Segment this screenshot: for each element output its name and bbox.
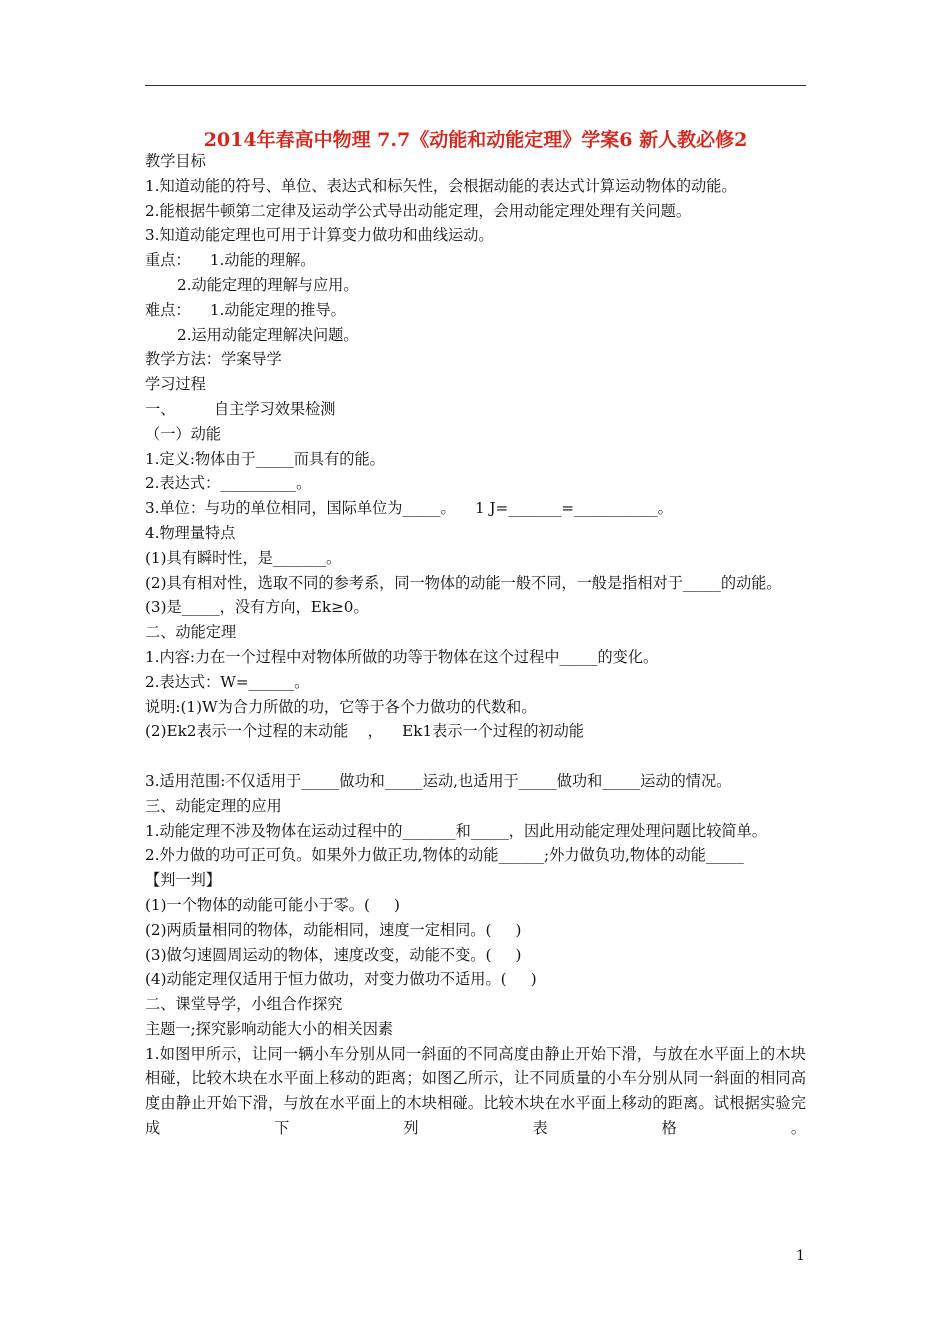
section-heading: 三、动能定理的应用 <box>145 796 282 815</box>
paragraph: 2.能根据牛顿第二定律及运动学公式导出动能定理，会用动能定理处理有关问题。 <box>145 201 692 220</box>
header-rule <box>145 85 806 86</box>
paragraph: (1)具有瞬时性，是_______。 <box>145 548 342 567</box>
section-heading: 二、动能定理 <box>145 623 237 642</box>
paragraph: 3.知道动能定理也可用于计算变力做功和曲线运动。 <box>145 226 494 245</box>
paragraph: 重点： 1.动能的理解。 <box>145 251 316 270</box>
paragraph: 难点： 1.动能定理的推导。 <box>145 300 346 319</box>
paragraph: 说明:(1)W为合力所做的功，它等于各个力做功的代数和。 <box>145 697 537 716</box>
paragraph: (2)具有相对性，选取不同的参考系，同一物体的动能一般不同，一般是指相对于_____的动能。 <box>145 573 782 592</box>
paragraph: 2.动能定理的理解与应用。 <box>177 275 359 294</box>
paragraph: 教学方法：学案导学 <box>145 350 282 369</box>
section-heading: 一、 自主学习效果检测 <box>145 399 336 418</box>
question: (1)一个物体的动能可能小于零。( ) <box>145 895 400 914</box>
paragraph: 教学目标 <box>145 152 206 170</box>
paragraph: 学习过程 <box>145 375 206 394</box>
paragraph: 1.内容:力在一个过程中对物体所做的功等于物体在这个过程中_____的变化。 <box>145 647 659 666</box>
paragraph: (2)Ek2表示一个过程的末动能 ， Ek1表示一个过程的初动能 <box>145 722 584 741</box>
document-title: 2014年春高中物理 7.7《动能和动能定理》学案6 新人教必修2 <box>203 129 748 151</box>
subheading: 【判一判】 <box>145 871 221 890</box>
paragraph: 1.动能定理不涉及物体在运动过程中的_______和_____，因此用动能定理处理问题比较简单。 <box>145 821 767 840</box>
paragraph: 2.运用动能定理解决问题。 <box>177 325 359 344</box>
paragraph: 1.如图甲所示，让同一辆小车分别从同一斜面的不同高度由静止开始下滑，与放在水平面上的木块相碰，比较木块在水平面上移动的距离；如图乙所示，让不同质量的小车分别从同一斜面的相同高度由静止开始下滑，与放在水平面上的木块相碰。比较木块在水平面上移动的距离。试根据实验完成下列表格。 <box>145 1044 806 1138</box>
section-heading: 二、课堂导学，小组合作探究 <box>145 995 343 1014</box>
paragraph: 2.表达式：W=______。 <box>145 672 310 691</box>
document-body <box>145 149 806 1141</box>
question: (2)两质量相同的物体，动能相同，速度一定相同。( ) <box>145 920 522 939</box>
paragraph: 2.外力做的功可正可负。如果外力做正功,物体的动能______;外力做负功,物体的动能_____ <box>145 846 744 865</box>
paragraph: 4.物理量特点 <box>145 523 236 542</box>
paragraph: 3.单位：与功的单位相同，国际单位为_____。 1 J=_______=___________。 <box>145 499 673 518</box>
paragraph: 3.适用范围:不仅适用于_____做功和_____运动,也适用于_____做功和_____运动的情况。 <box>145 771 732 790</box>
blank-line <box>145 744 806 769</box>
paragraph: （一）动能 <box>145 424 221 443</box>
subheading: 主题一;探究影响动能大小的相关因素 <box>145 1019 394 1038</box>
question: (3)做匀速圆周运动的物体，速度改变，动能不变。( ) <box>145 945 522 964</box>
paragraph: 1.知道动能的符号、单位、表达式和标矢性，会根据动能的表达式计算运动物体的动能。 <box>145 176 737 195</box>
page-number: 1 <box>796 1248 805 1264</box>
question: (4)动能定理仅适用于恒力做功，对变力做功不适用。( ) <box>145 970 537 989</box>
paragraph: 1.定义:物体由于_____而具有的能。 <box>145 449 385 468</box>
paragraph: 2.表达式：__________。 <box>145 474 312 493</box>
paragraph: (3)是_____，没有方向，Ek≥0。 <box>145 598 369 617</box>
